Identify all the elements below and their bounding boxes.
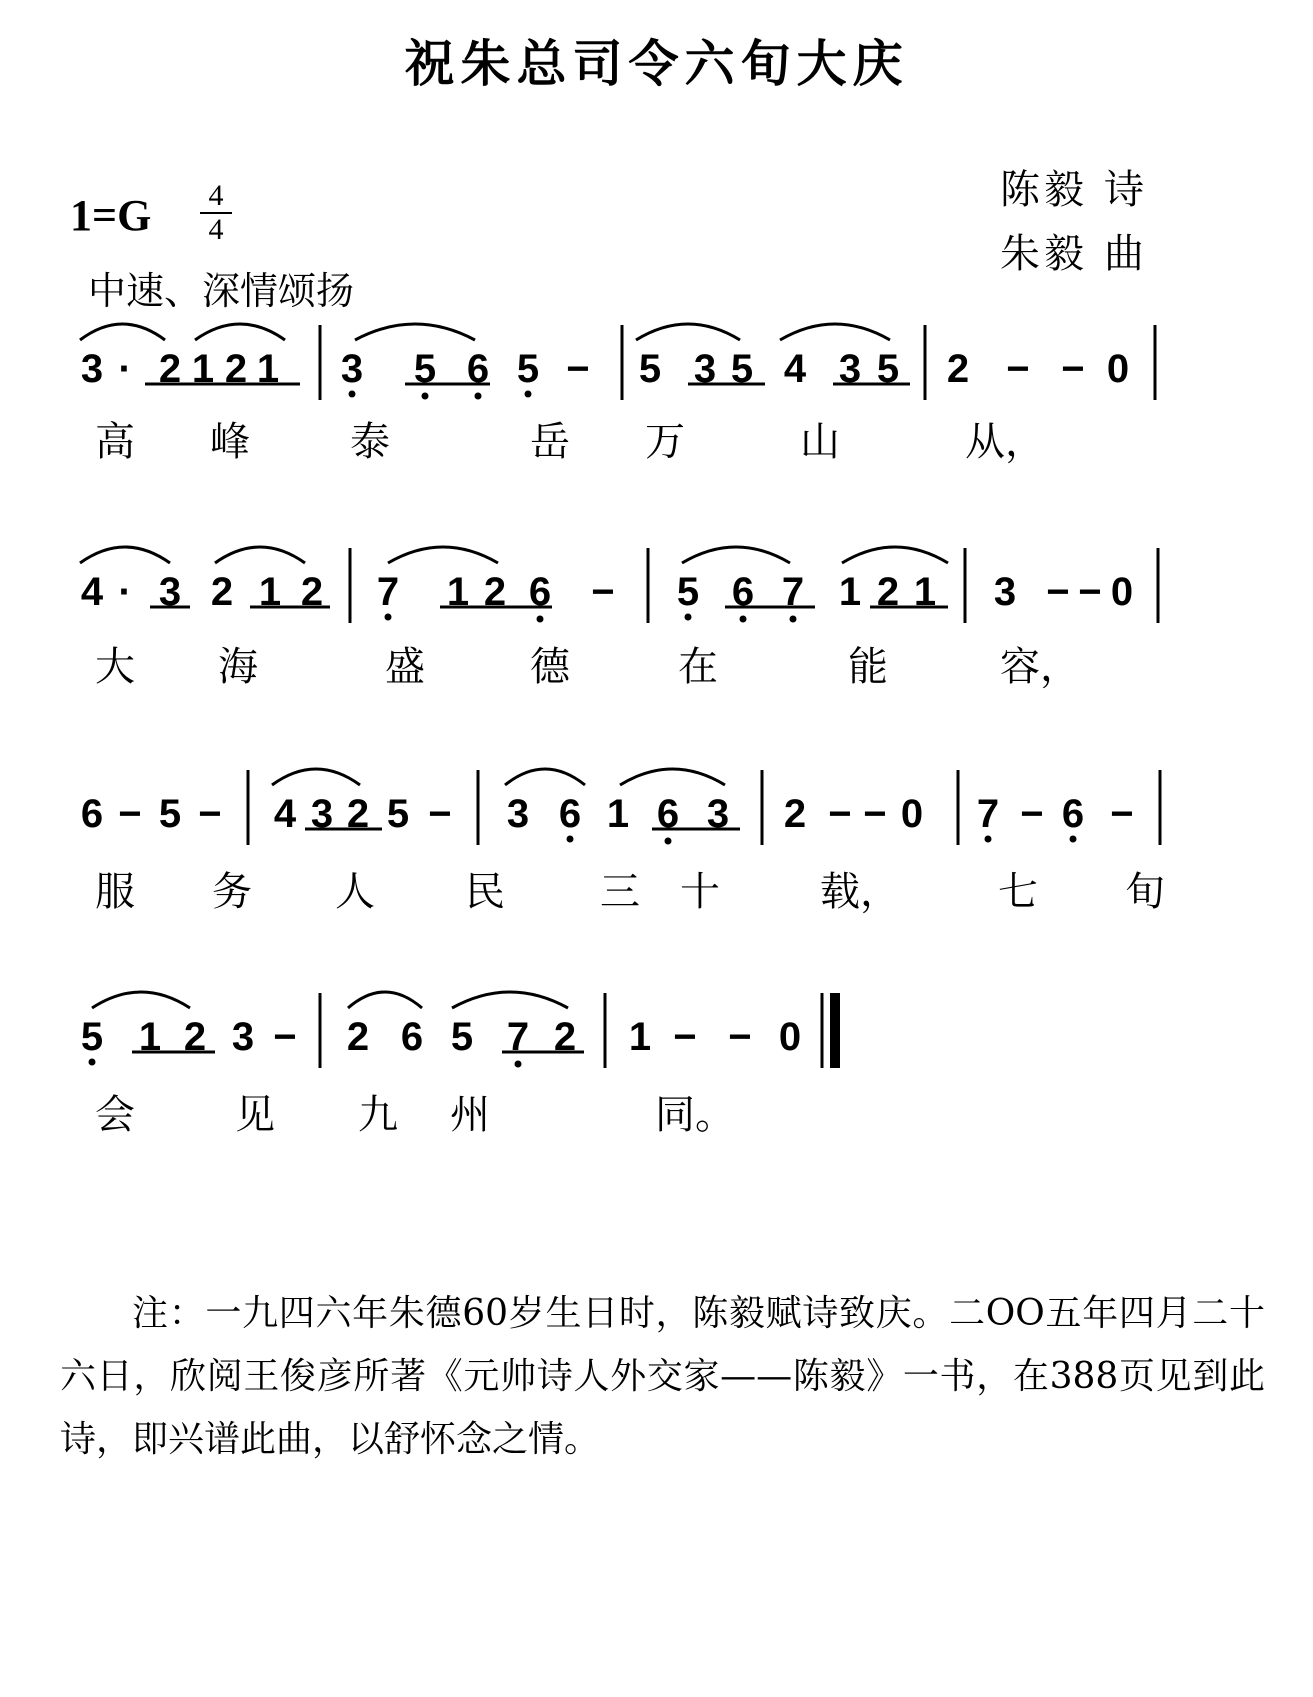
lyric-character: 大	[95, 644, 135, 690]
lyric-character: 峰	[210, 419, 250, 465]
note: 3	[340, 347, 364, 391]
dash-extension: −	[828, 792, 852, 836]
low-octave-dot	[537, 616, 544, 623]
note: 2	[210, 570, 234, 614]
lyric-character: 人	[335, 869, 375, 915]
final-bar-thick	[830, 993, 840, 1068]
note: 6	[656, 792, 680, 836]
lyric-character: 载，	[820, 869, 900, 915]
lyric-character: 见	[235, 1092, 275, 1138]
slur	[80, 324, 165, 340]
note: 2	[483, 570, 507, 614]
lyric-character: 同。	[655, 1092, 735, 1138]
slur	[80, 547, 170, 563]
lyric-character: 能	[848, 644, 888, 690]
slur	[195, 324, 285, 340]
slur	[842, 547, 948, 563]
dash-extension: −	[198, 792, 222, 836]
composer-name: 朱毅	[1000, 231, 1088, 277]
note: 3	[693, 347, 717, 391]
note: 2	[346, 792, 370, 836]
low-octave-dot	[665, 838, 672, 845]
note: 1	[258, 570, 282, 614]
dash-extension: −	[1110, 792, 1134, 836]
lyric-character: 盛	[385, 644, 425, 690]
low-octave-dot	[567, 836, 574, 843]
song-title: 祝朱总司令六旬大庆	[404, 34, 909, 93]
note: 4	[783, 347, 807, 391]
lyric-character: 山	[800, 419, 840, 465]
low-octave-dot	[515, 1061, 522, 1068]
note: 3	[80, 347, 104, 391]
note: 2	[876, 570, 900, 614]
slur	[780, 324, 890, 340]
slur	[505, 769, 585, 785]
lyric-character: 民	[465, 869, 505, 915]
note: 1	[606, 792, 630, 836]
note: 1	[191, 347, 215, 391]
slur	[355, 324, 475, 340]
note: 5	[450, 1015, 474, 1059]
note: 5	[676, 570, 700, 614]
lyric-character: 在	[678, 644, 718, 690]
slur	[388, 547, 498, 563]
slur	[348, 992, 422, 1008]
slur	[92, 992, 190, 1008]
dash-extension: −	[591, 570, 615, 614]
dot-extension: ·	[118, 570, 132, 614]
low-octave-dot	[475, 393, 482, 400]
low-octave-dot	[685, 614, 692, 621]
low-octave-dot	[1070, 836, 1077, 843]
note: 3	[993, 570, 1017, 614]
dash-extension: −	[863, 792, 887, 836]
dash-extension: −	[566, 347, 590, 391]
note: 5	[516, 347, 540, 391]
lyric-character: 会	[95, 1092, 135, 1138]
note: 6	[731, 570, 755, 614]
time-signature-top: 4	[208, 179, 224, 212]
dash-extension: −	[118, 792, 142, 836]
note: 1	[628, 1015, 652, 1059]
note: 2	[946, 347, 970, 391]
note: 3	[310, 792, 334, 836]
note: 4	[80, 570, 104, 614]
lyric-character: 州	[450, 1092, 490, 1138]
low-octave-dot	[349, 391, 356, 398]
note: 7	[376, 570, 400, 614]
note: 3	[706, 792, 730, 836]
slur	[452, 992, 568, 1008]
dash-extension: −	[1078, 570, 1102, 614]
note: 5	[638, 347, 662, 391]
note: 6	[1061, 792, 1085, 836]
note: 6	[80, 792, 104, 836]
lyric-character: 务	[212, 869, 252, 915]
dash-extension: −	[728, 1015, 752, 1059]
lyric-character: 九	[358, 1092, 398, 1138]
lyric-character: 旬	[1125, 869, 1165, 915]
dash-extension: −	[673, 1015, 697, 1059]
note: 6	[400, 1015, 424, 1059]
dash-extension: −	[1046, 570, 1070, 614]
lyric-character: 三	[600, 869, 640, 915]
note: 0	[1110, 570, 1134, 614]
note: 2	[183, 1015, 207, 1059]
composer-role: 曲	[1104, 231, 1148, 277]
lyric-character: 容，	[1000, 644, 1080, 690]
low-octave-dot	[89, 1059, 96, 1066]
low-octave-dot	[422, 393, 429, 400]
dash-extension: −	[273, 1015, 297, 1059]
lyric-character: 从，	[965, 419, 1045, 465]
low-octave-dot	[385, 614, 392, 621]
slur	[215, 547, 305, 563]
lyric-character: 服	[95, 869, 135, 915]
slur	[636, 324, 740, 340]
note: 1	[446, 570, 470, 614]
tempo-marking: 中速、深情颂扬	[88, 269, 355, 313]
note: 5	[386, 792, 410, 836]
note: 0	[900, 792, 924, 836]
note: 2	[346, 1015, 370, 1059]
footnote: 注：一九四六年朱德60岁生日时，陈毅赋诗致庆。二OO五年四月二十六日，欣阅王俊彦所著《元帅诗人外交家——陈毅》一书，在388页见到此诗，即兴谱此曲，以舒怀念之情。	[60, 1293, 1265, 1460]
note: 3	[838, 347, 862, 391]
note: 1	[256, 347, 280, 391]
low-octave-dot	[525, 391, 532, 398]
note: 5	[80, 1015, 104, 1059]
low-octave-dot	[790, 616, 797, 623]
note: 6	[466, 347, 490, 391]
note: 5	[158, 792, 182, 836]
lyric-character: 高	[95, 419, 135, 465]
dot-extension: ·	[118, 347, 132, 391]
lyricist-name: 陈毅	[1000, 167, 1088, 213]
lyric-character: 七	[998, 869, 1038, 915]
dash-extension: −	[428, 792, 452, 836]
note: 7	[506, 1015, 530, 1059]
note: 3	[231, 1015, 255, 1059]
time-signature-bottom: 4	[200, 212, 232, 246]
note: 7	[781, 570, 805, 614]
note: 2	[553, 1015, 577, 1059]
slur	[272, 769, 360, 785]
note: 3	[158, 570, 182, 614]
lyric-character: 十	[680, 869, 720, 915]
note: 1	[838, 570, 862, 614]
lyricist-role: 诗	[1104, 167, 1148, 213]
note: 4	[273, 792, 297, 836]
lyric-character: 岳	[530, 419, 570, 465]
lyric-character: 德	[530, 644, 570, 690]
note: 2	[783, 792, 807, 836]
note: 3	[506, 792, 530, 836]
dash-extension: −	[1006, 347, 1030, 391]
note: 6	[528, 570, 552, 614]
key-signature: 1=G	[70, 191, 152, 240]
dash-extension: −	[1061, 347, 1085, 391]
note: 2	[300, 570, 324, 614]
note: 0	[1106, 347, 1130, 391]
lyric-character: 万	[645, 419, 685, 465]
note: 1	[138, 1015, 162, 1059]
lyric-character: 泰	[350, 419, 390, 465]
slur	[620, 769, 725, 785]
dash-extension: −	[1020, 792, 1044, 836]
low-octave-dot	[740, 616, 747, 623]
note: 5	[413, 347, 437, 391]
lyric-character: 海	[218, 644, 258, 690]
note: 6	[558, 792, 582, 836]
note: 2	[158, 347, 182, 391]
low-octave-dot	[985, 836, 992, 843]
note: 5	[876, 347, 900, 391]
slur	[682, 547, 790, 563]
note: 5	[730, 347, 754, 391]
note: 1	[913, 570, 937, 614]
note: 0	[778, 1015, 802, 1059]
note: 2	[224, 347, 248, 391]
note: 7	[976, 792, 1000, 836]
